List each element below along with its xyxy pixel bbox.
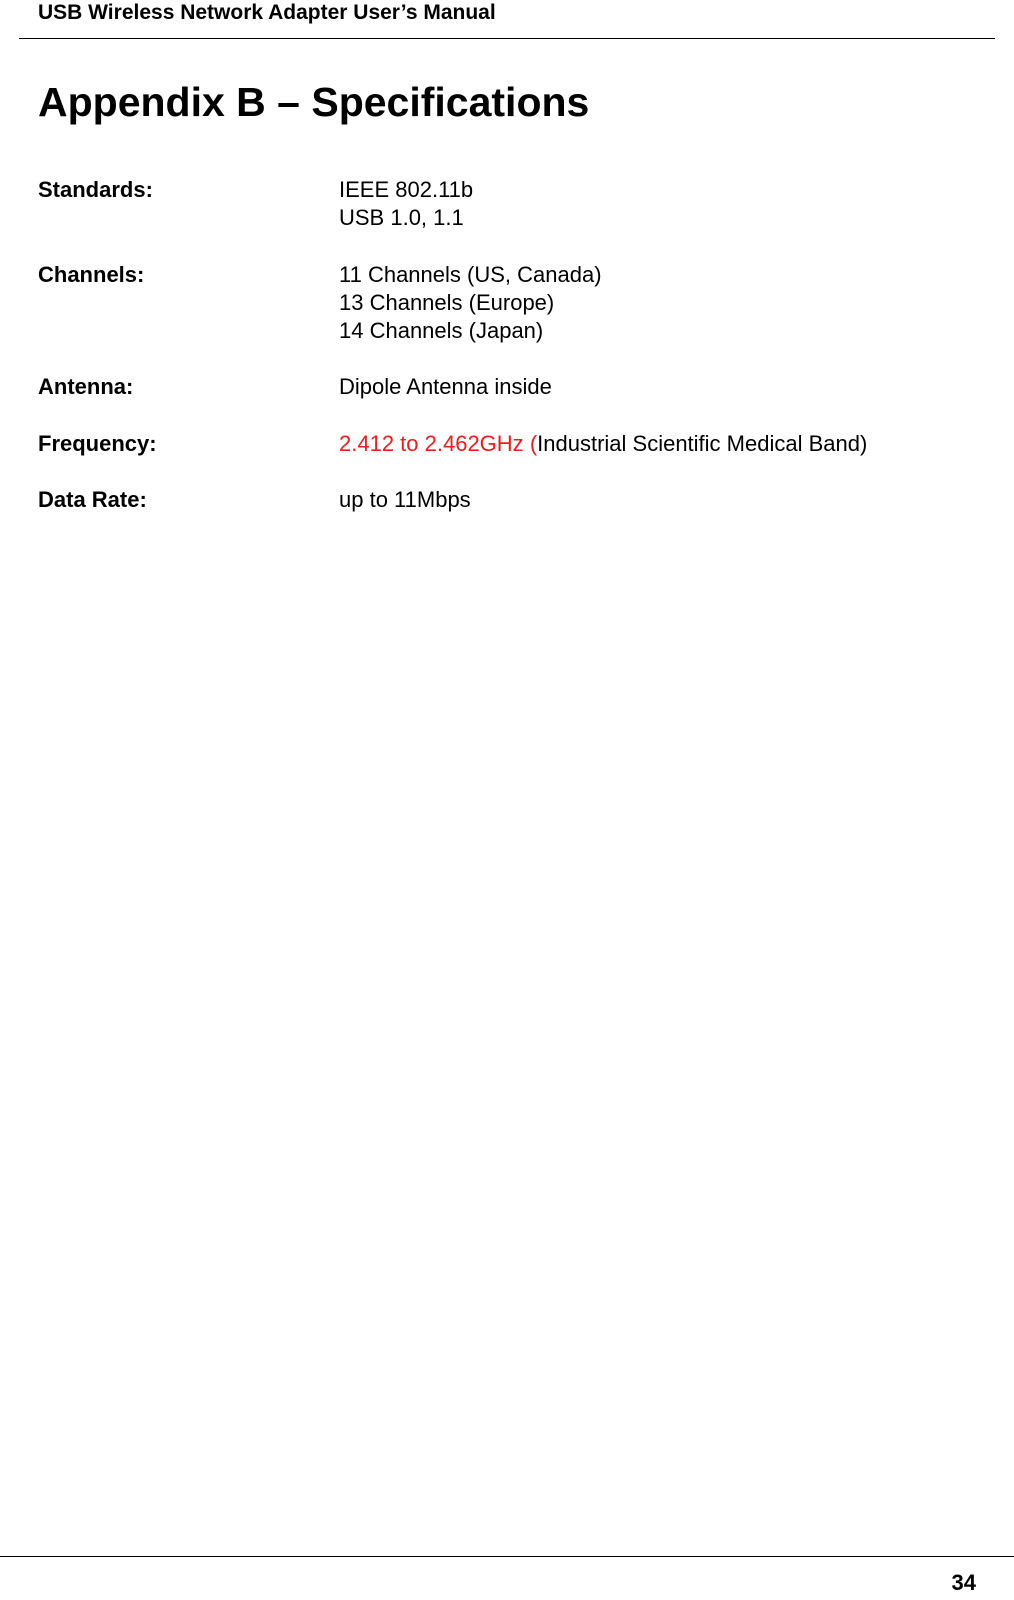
frequency-open-paren: ( xyxy=(529,431,538,456)
spec-label-antenna: Antenna: xyxy=(38,374,134,399)
spec-values-standards xyxy=(339,176,473,232)
spec-values-frequency xyxy=(339,430,867,458)
spec-value: IEEE 802.11b xyxy=(339,177,474,202)
spec-values-channels xyxy=(339,261,602,345)
footer-divider xyxy=(0,1556,1014,1557)
running-header: USB Wireless Network Adapter User’s Manual xyxy=(38,1,496,24)
spec-label-standards: Standards: xyxy=(38,177,153,202)
page-number: 34 xyxy=(951,1570,976,1595)
spec-values-antenna xyxy=(339,373,552,401)
spec-value: Dipole Antenna inside xyxy=(339,374,552,399)
spec-label-channels: Channels: xyxy=(38,262,145,287)
spec-label-data-rate: Data Rate: xyxy=(38,487,147,512)
spec-value: 11 Channels (US, Canada) xyxy=(339,262,602,287)
spec-value: USB 1.0, 1.1 xyxy=(339,205,464,230)
spec-value: 14 Channels (Japan) xyxy=(339,318,544,343)
spec-values-data-rate xyxy=(339,486,471,514)
frequency-band: Industrial Scientific Medical Band) xyxy=(537,431,868,456)
spec-value: up to 11Mbps xyxy=(339,487,471,512)
spec-value-frequency xyxy=(339,430,867,458)
spec-label-frequency: Frequency: xyxy=(38,431,157,456)
page-title: Appendix B – Specifications xyxy=(38,79,590,125)
header-divider xyxy=(19,38,995,39)
frequency-range: 2.412 to 2.462GHz xyxy=(339,431,524,456)
spec-value: 13 Channels (Europe) xyxy=(339,290,555,315)
